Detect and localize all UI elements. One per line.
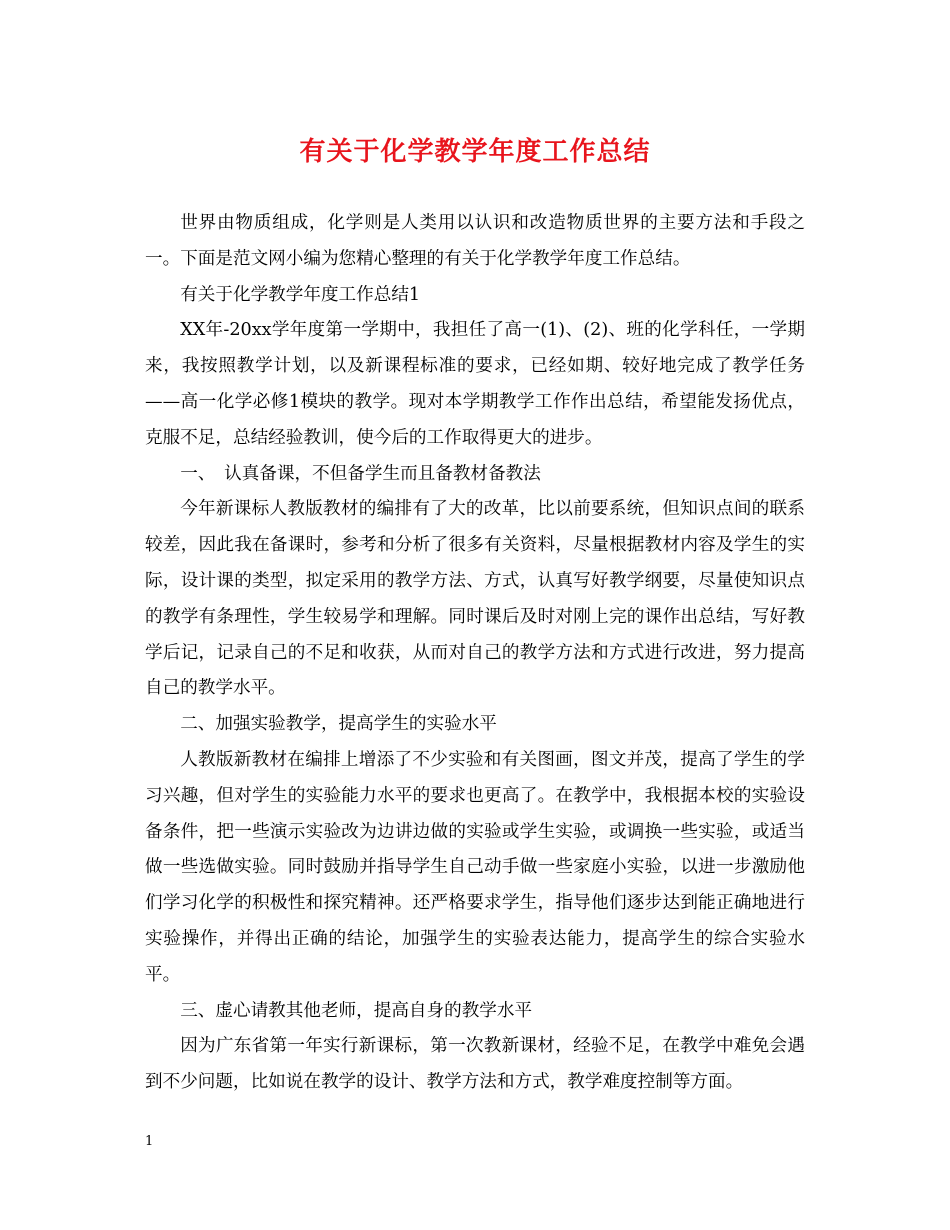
section-heading: 一、 认真备课，不但备学生而且备教材备教法 — [180, 463, 541, 484]
section-heading: 二、加强实验教学，提高学生的实验水平 — [180, 714, 497, 735]
body-paragraph: 人教版新教材在编排上增添了不少实验和有关图画，图文并茂，提高了学生的学习兴趣，但对学生的实验能力水平的要求也更高了。在教学中，我根据本校的实验设备条件，把一些演示实验改为边讲边做的实验或学生实验，或调换一些实验，或适当做一些选做实验。同时鼓励并指导学生自己动手做一些家庭小实验，以进一步激励他们学习化学的积极性和探究精神。还严格要求学生，指导他们逐步达到能正确地进行实验操作，并得出正确的结论，加强学生的实验表达能力，提高学生的综合实验水平。 — [145, 749, 805, 985]
body-paragraph: 因为广东省第一年实行新课标，第一次教新课材，经验不足，在教学中难免会遇到不少问题，比如说在教学的设计、教学方法和方式，教学难度控制等方面。 — [145, 1036, 805, 1093]
body-paragraph: XX年-20xx学年度第一学期中，我担任了高一(1)、(2)、班的化学科任，一学期来，我按照教学计划，以及新课程标准的要求，已经如期、较好地完成了教学任务——高一化学必修1模块的教学。现对本学期教学工作作出总结，希望能发扬优点，克服不足，总结经验教训，使今后的工作取得更大的进步。 — [145, 320, 805, 448]
page-number: 1 — [145, 1134, 154, 1149]
section-heading: 有关于化学教学年度工作总结1 — [180, 284, 421, 305]
intro-paragraph: 世界由物质组成，化学则是人类用以认识和改造物质世界的主要方法和手段之一。下面是范文网小编为您精心整理的有关于化学教学年度工作总结。 — [145, 213, 805, 269]
document-title: 有关于化学教学年度工作总结 — [299, 137, 651, 167]
body-paragraph: 今年新课标人教版教材的编排有了大的改革，比以前要系统，但知识点间的联系较差，因此我在备课时，参考和分析了很多有关资料，尽量根据教材内容及学生的实际，设计课的类型，拟定采用的教学方法、方式，认真写好教学纲要，尽量使知识点的教学有条理性，学生较易学和理解。同时课后及时对刚上完的课作出总结，写好教学后记，记录自己的不足和收获，从而对自己的教学方法和方式进行改进，努力提高自己的教学水平。 — [145, 499, 805, 699]
document-body — [145, 206, 805, 1101]
section-heading: 三、虚心请教其他老师，提高自身的教学水平 — [180, 1000, 533, 1021]
